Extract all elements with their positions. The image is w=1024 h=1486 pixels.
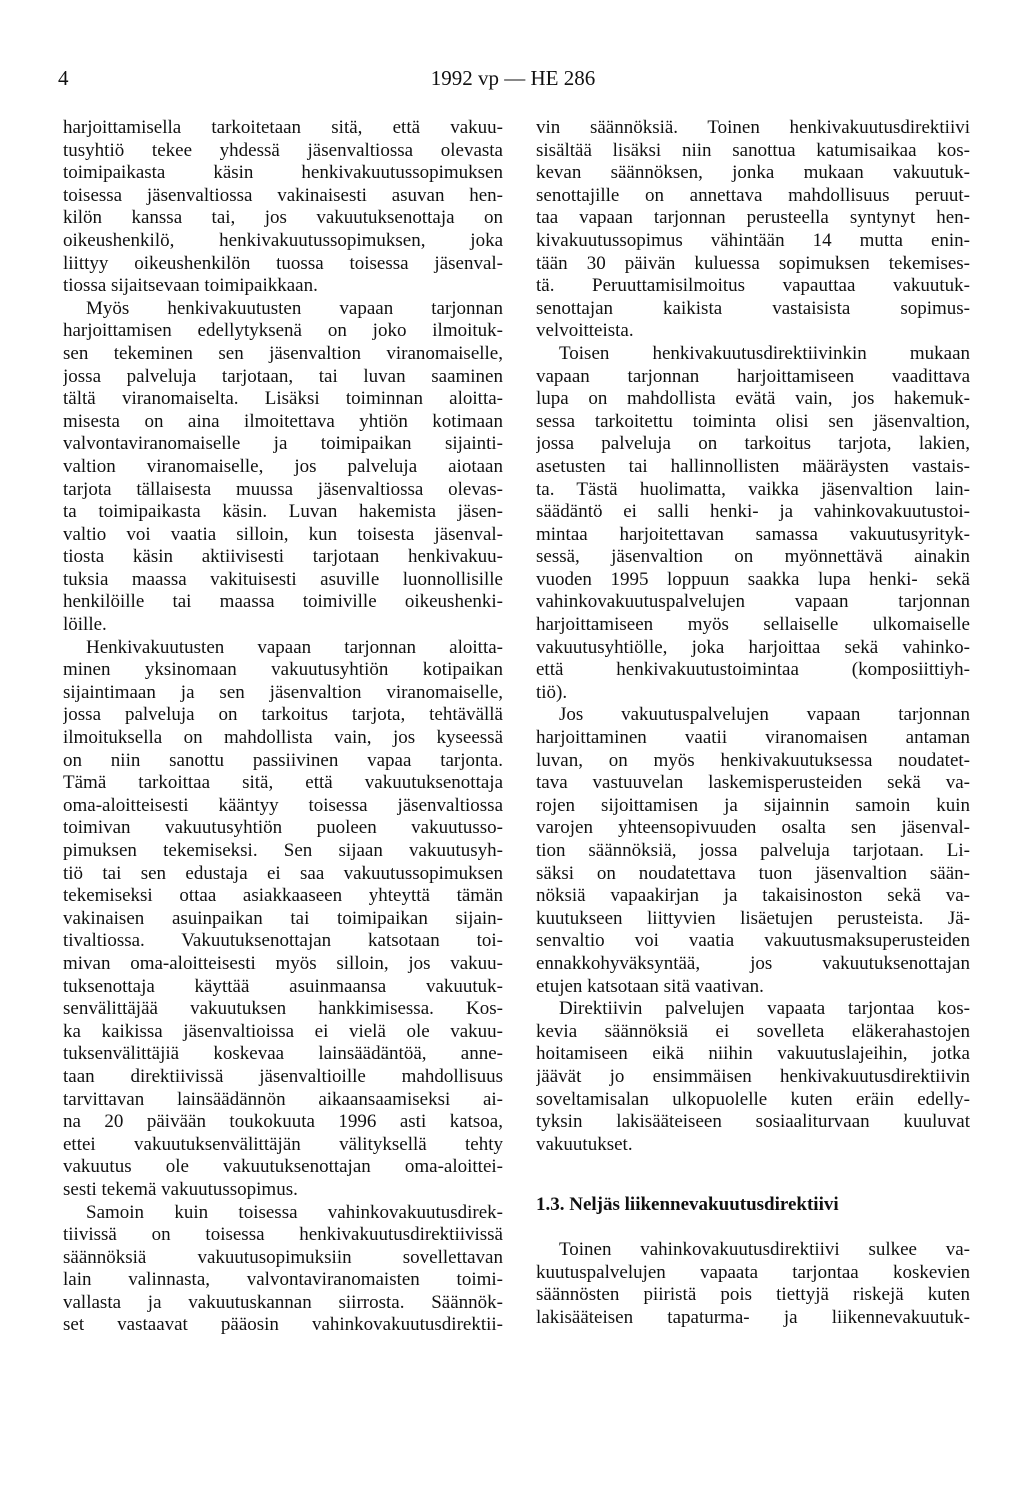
text-line: tä. Peruuttamisilmoitus vapauttaa vakuutuk- bbox=[536, 275, 970, 297]
text-line: vallasta ja vakuutuskannan siirrosta. Säännök- bbox=[63, 1291, 503, 1313]
text-line: vakuutus ole vakuutuksenottajan oma-aloittei- bbox=[63, 1156, 503, 1178]
text-line: vakuutusyhtiölle, joka harjoittaa sekä vahinko- bbox=[536, 636, 970, 658]
text-line: luvan, on myös henkivakuutuksessa noudatet- bbox=[536, 749, 970, 771]
text-line: soveltamisalan ulkopuolelle kuten eräin edelly- bbox=[536, 1088, 970, 1110]
text-line: Jos vakuutuspalvelujen vapaan tarjonnan bbox=[559, 704, 970, 726]
text-line: tiossa sijaitsevaan toimipaikkaan. bbox=[63, 275, 318, 297]
text-line: mintaa harjoitettavan samassa vakuutusyrityk- bbox=[536, 523, 970, 545]
text-line: set vastaavat pääosin vahinkovakuutusdirektii- bbox=[63, 1314, 503, 1336]
text-line: taa vapaan tarjonnan perusteella syntynyt hen- bbox=[536, 207, 970, 229]
text-line: jossa palveluja on tarkoitus tarjota, tehtävällä bbox=[63, 704, 503, 726]
text-line: säksi on noudatettava tuon jäsenvaltion sään- bbox=[536, 862, 970, 884]
text-line: harjoittamisella tarkoitetaan sitä, että vakuu- bbox=[63, 117, 503, 138]
text-line: jäävät jo ensimmäisen henkivakuutusdirektiivin bbox=[536, 1065, 970, 1087]
text-line: valtion viranomaiselle, jos palveluja aiotaan bbox=[63, 455, 503, 477]
text-line: tiosta käsin aktiivisesti tarjotaan henkivakuu- bbox=[63, 546, 503, 568]
text-line: senvaltio voi vaatia vakuutusmaksuperusteiden bbox=[536, 930, 970, 952]
text-line: Samoin kuin toisessa vahinkovakuutusdirek- bbox=[86, 1201, 503, 1223]
text-line: tuksenvälittäjiä koskevaa lainsäädäntöä, anne- bbox=[63, 1043, 503, 1065]
text-line: tuksenottaja käyttää asuinmaansa vakuutuk- bbox=[63, 975, 503, 997]
text-line: kevia säännöksiä ei sovelleta eläkerahastojen bbox=[536, 1020, 970, 1042]
text-line: vuoden 1995 loppuun saakka lupa henki- sekä bbox=[536, 568, 970, 590]
text-line: ettei vakuutuksenvälittäjän välityksellä tehty bbox=[63, 1133, 503, 1155]
text-line: oma-aloitteisesti kääntyy toisessa jäsenvaltiossa bbox=[63, 794, 503, 816]
text-line: vakinaisen asuinpaikan tai toimipaikan sijain- bbox=[63, 907, 503, 929]
text-line: säännöksiä vakuutusopimuksiin sovellettavan bbox=[63, 1246, 503, 1268]
text-line: tarjota tällaisesta muussa jäsenvaltiossa olevas- bbox=[63, 478, 503, 500]
text-line: sessa tarkoitettu toiminta olisi sen jäsenvaltion, bbox=[536, 410, 970, 432]
text-line: sen tekeminen sen jäsenvaltion viranomaiselle, bbox=[63, 342, 503, 364]
text-line: säännösten piiristä pois tiettyjä riskejä kuten bbox=[536, 1284, 970, 1306]
text-line: tään 30 päivän kuluessa sopimuksen tekemises- bbox=[536, 252, 970, 274]
text-line: nöksiä vapaakirjan ja takaisinoston sekä va- bbox=[536, 885, 970, 907]
text-line: Tämä tarkoittaa sitä, että vakuutuksenottaja bbox=[63, 772, 503, 794]
text-line: senottajan kaikista vastaisista sopimus- bbox=[536, 297, 970, 319]
text-line: tion säännöksiä, jossa palveluja tarjotaan. Li- bbox=[536, 840, 970, 861]
text-line: taan direktiivissä jäsenvaltioille mahdollisuus bbox=[63, 1065, 503, 1087]
text-line: sisältää lisäksi niin sanottua katumisaikaa kos- bbox=[536, 139, 970, 161]
text-line: on niin sanottu passiivinen vapaa tarjonta. bbox=[63, 749, 503, 771]
text-line: sijaintimaan ja sen jäsenvaltion viranomaiselle, bbox=[63, 681, 503, 703]
text-line: asetusten tai hallinnollisten määräysten vastais- bbox=[536, 455, 970, 477]
running-head: 1992 vp — HE 286 bbox=[430, 66, 596, 90]
text-line: toimipaikasta käsin henkivakuutussopimuksen bbox=[63, 162, 503, 184]
text-line: kuutuspalvelujen vapaata tarjontaa koskevien bbox=[536, 1261, 970, 1283]
text-line: minen yksinomaan vakuutusyhtiön kotipaikan bbox=[63, 659, 503, 681]
text-line: velvoitteista. bbox=[536, 320, 634, 342]
text-line: vakuutukset. bbox=[536, 1133, 633, 1155]
page-header bbox=[58, 66, 968, 96]
text-line: tusyhtiö tekee yhdessä jäsenvaltiossa olevasta bbox=[63, 139, 503, 161]
text-line: tarvittavan lainsäädännön aikaansaamiseksi ai- bbox=[63, 1088, 503, 1110]
text-line: kilön kanssa tai, jos vakuutuksenottaja on bbox=[63, 207, 503, 229]
text-line: tava vastuuvelan laskemisperusteiden sekä va- bbox=[536, 772, 970, 794]
text-line: jossa palveluja tarjotaan, tai luvan saaminen bbox=[63, 365, 503, 387]
text-line: senottajille on annettava mahdollisuus peruut- bbox=[536, 184, 970, 206]
text-line: ennakkohyväksyntää, jos vakuutuksenottajan bbox=[536, 952, 970, 974]
section-body bbox=[536, 1239, 970, 1329]
text-line: mivan oma-aloitteisesti myös silloin, jos vakuu- bbox=[63, 952, 503, 974]
text-line: vin säännöksiä. Toinen henkivakuutusdirektiivi bbox=[536, 117, 970, 138]
text-line: tältä viranomaiselta. Lisäksi toiminnan aloitta- bbox=[63, 388, 503, 410]
text-line: hoitamiseen eikä niihin vakuutuslajeihin, jotka bbox=[536, 1043, 970, 1065]
right-column-body bbox=[536, 117, 970, 1156]
text-line: ilmoituksella on mahdollista vain, jos kyseessä bbox=[63, 727, 503, 749]
text-line: henkilöille tai maassa toimiville oikeushenki- bbox=[63, 591, 503, 613]
text-line: lakisääteisen tapaturma- ja liikennevakuutuk- bbox=[536, 1306, 970, 1328]
spacer bbox=[536, 1217, 970, 1239]
text-line: lain valinnasta, valvontaviranomaisten toimi- bbox=[63, 1269, 503, 1291]
text-line: sessä, jäsenvaltion on myönnettävä ainakin bbox=[536, 546, 970, 568]
text-line: na 20 päivään toukokuuta 1996 asti katsoa, bbox=[63, 1111, 503, 1133]
text-line: ka kaikissa jäsenvaltioissa ei vielä ole vakuu- bbox=[63, 1020, 503, 1042]
text-line: rojen sijoittamisen ja sijainnin samoin kuin bbox=[536, 794, 970, 816]
text-line: sesti tekemä vakuutussopimus. bbox=[63, 1178, 298, 1200]
text-line: varojen yhteensopivuuden osalta sen jäsenval- bbox=[536, 817, 970, 839]
text-line: lupa on mahdollista evätä vain, jos hakemuk- bbox=[536, 388, 970, 410]
text-line: löille. bbox=[63, 614, 107, 636]
text-line: etujen katsotaan sitä vaativan. bbox=[536, 975, 764, 997]
text-line: tiö). bbox=[536, 681, 568, 703]
text-line: misesta on aina ilmoitettava yhtiön kotimaan bbox=[63, 410, 503, 432]
text-line: jossa palveluja on tarkoitus tarjota, lakien, bbox=[536, 433, 970, 455]
text-line: oikeushenkilö, henkivakuutussopimuksen, joka bbox=[63, 229, 503, 251]
text-line: kuutukseen liittyvien lisäetujen perusteista. Jä- bbox=[536, 907, 970, 929]
text-line: pimuksen tekemiseksi. Sen sijaan vakuutusyh- bbox=[63, 840, 503, 861]
text-line: tyksin lakisääteiseen sosiaaliturvaan kuuluvat bbox=[536, 1111, 970, 1133]
right-column bbox=[536, 117, 970, 1329]
text-line: senvälittäjää vakuutuksen hankkimisessa. Kos- bbox=[63, 998, 503, 1020]
text-line: harjoittamiseen myös sellaiselle ulkomaiselle bbox=[536, 614, 970, 636]
text-line: kevan säännöksen, jonka mukaan vakuutuk- bbox=[536, 162, 970, 184]
left-column bbox=[63, 117, 503, 1337]
text-line: tivaltiossa. Vakuutuksenottajan katsotaan toi- bbox=[63, 930, 503, 952]
text-line: valtio voi vaatia silloin, kun toisesta jäsenval- bbox=[63, 523, 503, 545]
text-line: tiö tai sen edustaja ei saa vakuutussopimuksen bbox=[63, 862, 503, 884]
text-line: toimivan vakuutusyhtiön puoleen vakuutusso- bbox=[63, 817, 503, 839]
text-line: liittyy oikeushenkilön tuossa toisessa jäsenval- bbox=[63, 252, 503, 274]
text-line: Myös henkivakuutusten vapaan tarjonnan bbox=[86, 297, 503, 319]
text-line: vahinkovakuutuspalvelujen vapaan tarjonnan bbox=[536, 591, 970, 613]
text-line: säädäntö ei salli henki- ja vahinkovakuutustoi- bbox=[536, 501, 970, 523]
text-line: ta. Tästä huolimatta, vaikka jäsenvaltion lain- bbox=[536, 478, 970, 500]
text-line: vapaan tarjonnan harjoittamiseen vaadittava bbox=[536, 365, 970, 387]
text-line: ta toimipaikasta käsin. Luvan hakemista jäsen- bbox=[63, 501, 503, 523]
text-line: harjoittamisen edellytyksenä on joko ilmoituk- bbox=[63, 320, 503, 342]
text-line: kivakuutussopimus vähintään 14 mutta enin- bbox=[536, 229, 970, 251]
page-number: 4 bbox=[58, 66, 69, 90]
text-line: tekemiseksi ottaa asiakkaaseen yhteyttä tämän bbox=[63, 885, 503, 907]
spacer bbox=[536, 1156, 970, 1194]
text-line: Direktiivin palvelujen vapaata tarjontaa kos- bbox=[559, 998, 970, 1020]
text-line: Toinen vahinkovakuutusdirektiivi sulkee va- bbox=[559, 1238, 970, 1260]
text-line: että henkivakuutustoimintaa (komposiittiyh- bbox=[536, 659, 970, 681]
text-line: tuksia maassa vakituisesti asuville luonnollisille bbox=[63, 568, 503, 590]
text-line: Toisen henkivakuutusdirektiivinkin mukaan bbox=[559, 342, 970, 364]
text-line: valvontaviranomaiselle ja toimipaikan sijainti- bbox=[63, 433, 503, 455]
text-line: Henkivakuutusten vapaan tarjonnan aloitta- bbox=[86, 636, 503, 658]
section-heading: 1.3. Neljäs liikennevakuutusdirektiivi bbox=[536, 1194, 839, 1216]
text-line: tiivissä on toisessa henkivakuutusdirektiivissä bbox=[63, 1224, 503, 1246]
text-line: toisessa jäsenvaltiossa vakinaisesti asuvan hen- bbox=[63, 184, 503, 206]
text-line: harjoittaminen vaatii viranomaisen antaman bbox=[536, 727, 970, 749]
